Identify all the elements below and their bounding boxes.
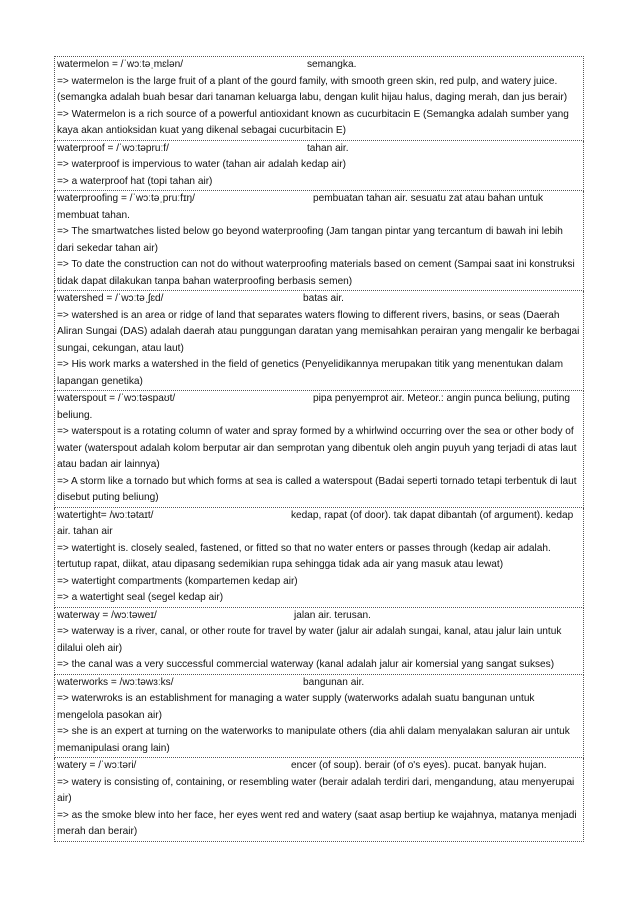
entry-headline bbox=[57, 675, 581, 692]
example-sentence: => a waterproof hat (topi tahan air) bbox=[57, 175, 213, 187]
entry-meaning: encer (of soup). berair (of o's eyes). pucat. banyak hujan. bbox=[291, 760, 547, 771]
example-sentence: => To date the construction can not do without waterproofing materials based on cement (Sampai saat ini konstruksi tidak dapat dilakukan tanpa bahan waterproofing berbasis semen) bbox=[57, 259, 575, 287]
entry-headline bbox=[57, 191, 581, 224]
entry-headline bbox=[57, 608, 581, 625]
entry-term: waterspout = /ˈwɔːtəspaʊt/ bbox=[57, 393, 176, 404]
entry-term: watertight= /wɔːtətaɪt/ bbox=[57, 509, 154, 521]
dictionary-entry bbox=[54, 758, 584, 842]
entry-meaning: semangka. bbox=[307, 59, 357, 70]
entry-headline bbox=[57, 291, 581, 308]
example-sentence: => as the smoke blew into her face, her eyes went red and watery (saat asap bertiup ke wajahnya, matanya menjadi merah dan berair) bbox=[57, 809, 577, 837]
entry-term: waterworks = /wɔːtəwɜːks/ bbox=[57, 676, 174, 688]
entry-meaning: tahan air. bbox=[307, 142, 349, 154]
example-sentence: => waterway is a river, canal, or other route for travel by water (jalur air adalah sungai, kanal, atau jalur lain untuk dilalui oleh air) bbox=[57, 626, 562, 654]
entry-headline bbox=[57, 141, 581, 158]
dictionary-page bbox=[54, 56, 584, 842]
example-sentence: => a watertight seal (segel kedap air) bbox=[57, 592, 224, 603]
entry-term: watermelon = /ˈwɔːtəˌmɛlən/ bbox=[57, 59, 184, 70]
example-sentence: => watery is consisting of, containing, or resembling water (berair adalah terdiri dari, mengandung, atau menyerupai air) bbox=[57, 776, 575, 804]
example-sentence: => waterproof is impervious to water (tahan air adalah kedap air) bbox=[57, 159, 346, 170]
example-sentence: => The smartwatches listed below go beyond waterproofing (Jam tangan pintar yang tercantum di bawah ini lebih dari sekedar tahan air) bbox=[57, 226, 563, 254]
example-sentence: => watertight is. closely sealed, fastened, or fitted so that no water enters or passes through (kedap air adalah. tertutup rapat, diikat, atau dipasang sedemikian rupa sehingga tidak ada air yang masuk atau lewat) bbox=[57, 542, 551, 570]
dictionary-entry bbox=[54, 291, 584, 391]
entry-meaning: pipa penyemprot air. Meteor.: angin punca beliung, puting beliung. bbox=[57, 393, 571, 421]
dictionary-entry bbox=[54, 191, 584, 291]
example-sentence: => A storm like a tornado but which forms at sea is called a waterspout (Badai seperti tornado tetapi terbentuk di laut disebut puting beliung) bbox=[57, 475, 577, 503]
example-sentence: => watertight compartments (kompartemen kedap air) bbox=[57, 575, 298, 587]
entry-meaning: jalan air. terusan. bbox=[294, 609, 371, 621]
example-sentence: => watershed is an area or ridge of land that separates waters flowing to different rivers, basins, or seas (Daerah Aliran Sungai (DAS) adalah daerah atau punggungan daratan yang memisahkan perairan yang mengalir ke berbagai sungai, cekungan, atau laut) bbox=[57, 309, 580, 354]
example-sentence: => waterwroks is an establishment for managing a water supply (waterworks adalah suatu bangunan untuk mengelola pasokan air) bbox=[57, 693, 535, 721]
example-sentence: => Watermelon is a rich source of a powerful antioxidant known as cucurbitacin E (Semangka adalah sumber yang kaya akan antioksidan kuat yang dikenal sebagai cucurbitacin E) bbox=[57, 108, 569, 136]
entry-term: waterproofing = /ˈwɔːtəˌpruːfɪŋ/ bbox=[57, 193, 195, 204]
entry-term: waterway = /wɔːtəweɪ/ bbox=[57, 609, 157, 621]
entry-term: waterproof = /ˈwɔːtəpruːf/ bbox=[57, 142, 169, 154]
dictionary-entry bbox=[54, 508, 584, 608]
entry-term: watershed = /ˈwɔːtəˌʃɛd/ bbox=[57, 293, 164, 304]
entry-headline bbox=[57, 391, 581, 424]
example-sentence: => His work marks a watershed in the field of genetics (Penyelidikannya merupakan titik yang menentukan dalam lapangan genetika) bbox=[57, 359, 564, 387]
entry-meaning: kedap, rapat (of door). tak dapat dibantah (of argument). kedap air. tahan air bbox=[57, 509, 574, 537]
example-sentence: => the canal was a very successful commercial waterway (kanal adalah jalur air komersial yang sangat sukses) bbox=[57, 659, 555, 670]
entry-meaning: batas air. bbox=[303, 293, 344, 304]
dictionary-entry bbox=[54, 391, 584, 508]
entry-term: watery = /ˈwɔːtəri/ bbox=[57, 760, 137, 771]
entry-meaning: bangunan air. bbox=[303, 676, 365, 688]
dictionary-entry bbox=[54, 608, 584, 675]
entry-headline bbox=[57, 57, 581, 74]
entry-headline bbox=[57, 758, 581, 775]
entry-meaning: pembuatan tahan air. sesuatu zat atau bahan untuk membuat tahan. bbox=[57, 193, 544, 221]
dictionary-entry bbox=[54, 675, 584, 759]
example-sentence: => watermelon is the large fruit of a plant of the gourd family, with smooth green skin, red pulp, and watery juice. (semangka adalah buah besar dari tanaman keluarga labu, dengan kulit hijau halus, daging merah, dan jus berair) bbox=[57, 75, 568, 103]
example-sentence: => she is an expert at turning on the waterworks to manipulate others (dia ahli dalam menyalakan saluran air untuk memanipulasi orang lain) bbox=[57, 726, 570, 754]
entry-headline bbox=[57, 508, 581, 541]
dictionary-entry bbox=[54, 56, 584, 141]
example-sentence: => waterspout is a rotating column of water and spray formed by a whirlwind occurring over the sea or other body of water (waterspout adalah kolom berputar air dan semprotan yang dibentuk oleh angin puyuh yang terjadi di atas laut atau badan air lainnya) bbox=[57, 426, 577, 470]
dictionary-entry bbox=[54, 141, 584, 192]
